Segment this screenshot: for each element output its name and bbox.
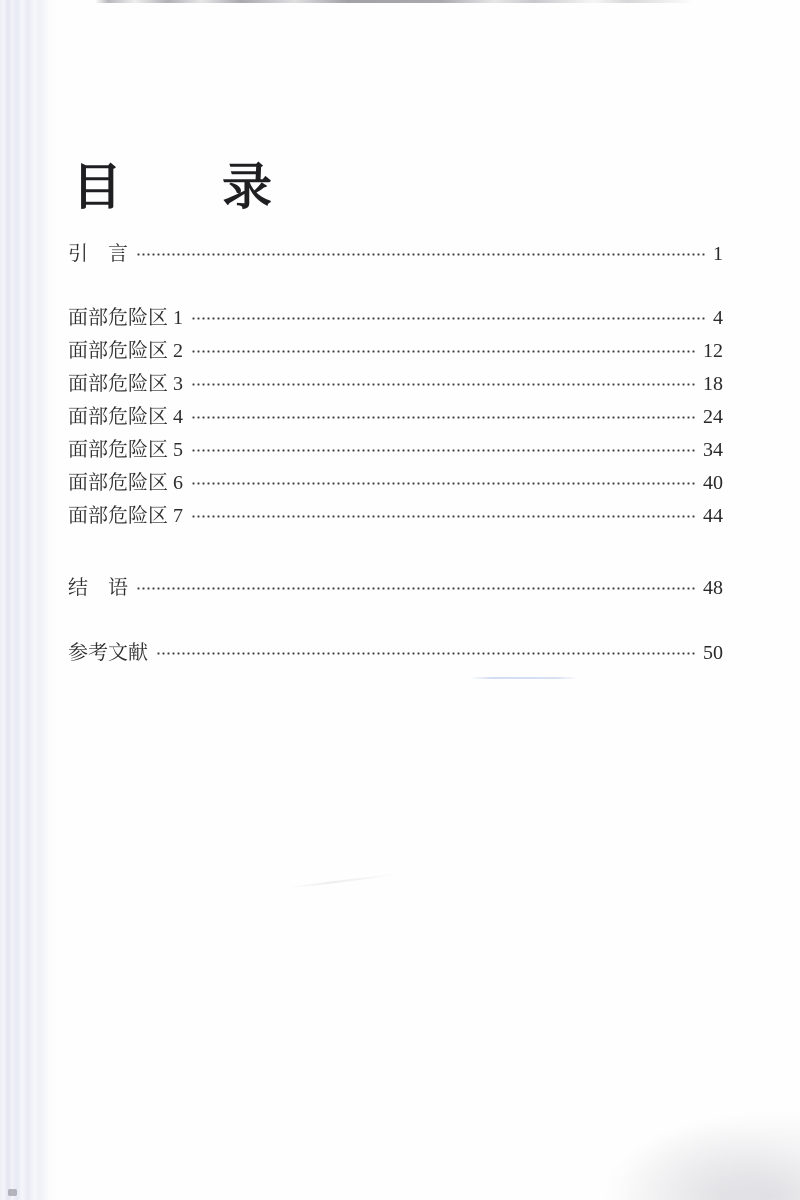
toc-entry-danger-zone-5 [68, 437, 723, 463]
toc-entry-danger-zone-6 [68, 470, 723, 496]
toc-entry-introduction [68, 241, 723, 267]
toc-entry-conclusion [68, 575, 723, 601]
dot-leader [156, 640, 696, 666]
toc-entry-page: 24 [703, 406, 723, 428]
toc-entry-danger-zone-2 [68, 338, 723, 364]
toc-entry-label: 面部危险区 1 [68, 307, 183, 329]
dot-leader [191, 404, 696, 430]
dot-leader [191, 437, 696, 463]
toc-entry-page: 44 [703, 505, 723, 527]
scan-binding-edge [0, 0, 58, 1200]
dot-leader [191, 305, 706, 331]
toc-entry-label: 引 言 [68, 243, 128, 265]
toc-entry-label: 面部危险区 6 [68, 472, 183, 494]
dot-leader [191, 470, 696, 496]
toc-entry-danger-zone-7 [68, 503, 723, 529]
dot-leader [136, 575, 696, 601]
scan-blue-streak [470, 677, 578, 679]
dot-leader [191, 338, 696, 364]
dot-leader [136, 241, 706, 267]
toc-entry-label: 面部危险区 2 [68, 340, 183, 362]
toc-entry-page: 40 [703, 472, 723, 494]
dot-leader [191, 503, 696, 529]
scan-top-edge-artifact [95, 0, 760, 3]
dot-leader [191, 371, 696, 397]
scan-corner-grain [600, 1110, 800, 1200]
toc-entry-label: 面部危险区 7 [68, 505, 183, 527]
toc-entry-page: 48 [703, 577, 723, 599]
toc-entry-references [68, 640, 723, 666]
scan-gray-streak [288, 873, 397, 888]
toc-entry-page: 12 [703, 340, 723, 362]
toc-entry-danger-zone-4 [68, 404, 723, 430]
toc-entry-page: 4 [713, 307, 723, 329]
toc-entry-label: 结 语 [68, 577, 128, 599]
toc-entry-page: 50 [703, 642, 723, 664]
scan-speck [8, 1189, 17, 1196]
toc-entry-label: 面部危险区 5 [68, 439, 183, 461]
toc-entry-page: 1 [713, 243, 723, 265]
page-title: 目 录 [72, 158, 272, 215]
toc-entry-danger-zone-3 [68, 371, 723, 397]
toc-entry-danger-zone-1 [68, 305, 723, 331]
toc-entry-label: 面部危险区 3 [68, 373, 183, 395]
toc-entry-label: 参考文献 [68, 642, 148, 664]
toc-entry-page: 18 [703, 373, 723, 395]
toc-entry-page: 34 [703, 439, 723, 461]
toc-entry-label: 面部危险区 4 [68, 406, 183, 428]
